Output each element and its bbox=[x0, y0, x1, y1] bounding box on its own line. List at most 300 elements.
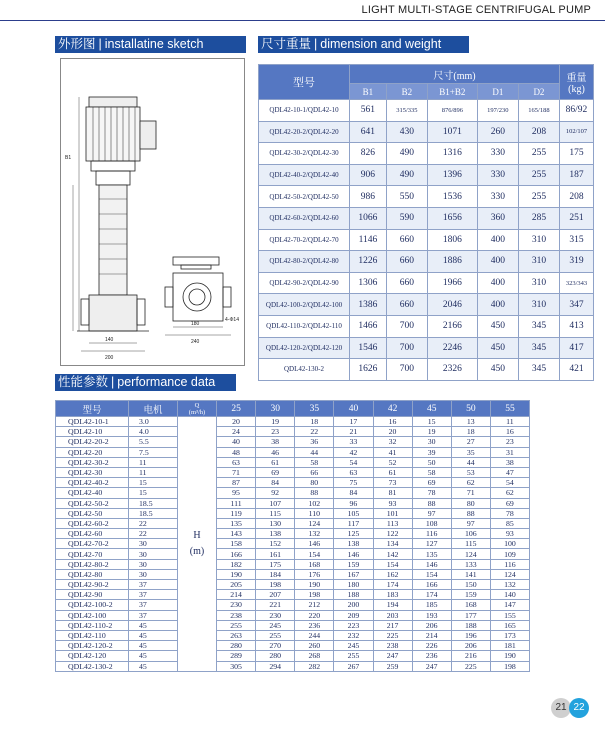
table-row bbox=[56, 417, 530, 427]
section-bar-sketch bbox=[55, 36, 246, 53]
table-row bbox=[56, 661, 530, 671]
installation-sketch bbox=[60, 58, 245, 366]
model-cell: QDL42-40-2 bbox=[56, 478, 129, 488]
value-cell: 1396 bbox=[427, 164, 477, 186]
perf-flow-header: 55 bbox=[490, 401, 529, 417]
table-row bbox=[259, 251, 594, 273]
model-cell: QDL42-120-2 bbox=[56, 641, 129, 651]
value-cell: 208 bbox=[560, 186, 594, 208]
value-cell: 255 bbox=[518, 143, 559, 165]
power-cell: 45 bbox=[129, 661, 178, 671]
table-row bbox=[56, 539, 530, 549]
sketch-label-base-a: 140 bbox=[105, 337, 114, 343]
head-value-cell: 146 bbox=[295, 539, 334, 549]
value-cell: 345 bbox=[518, 337, 559, 359]
value-cell: 1386 bbox=[350, 294, 387, 316]
head-value-cell: 214 bbox=[217, 590, 256, 600]
section-separator: | bbox=[111, 375, 115, 389]
dim-header-weight: 重量(kg) bbox=[560, 65, 594, 100]
head-value-cell: 19 bbox=[412, 427, 451, 437]
head-value-cell: 62 bbox=[451, 478, 490, 488]
head-value-cell: 198 bbox=[256, 580, 295, 590]
head-value-cell: 140 bbox=[490, 590, 529, 600]
head-value-cell: 198 bbox=[295, 590, 334, 600]
head-value-cell: 223 bbox=[334, 620, 373, 630]
model-cell: QDL42-90 bbox=[56, 590, 129, 600]
perf-table-body bbox=[56, 417, 530, 672]
table-row bbox=[56, 457, 530, 467]
value-cell: 490 bbox=[386, 143, 427, 165]
value-cell: 187 bbox=[560, 164, 594, 186]
head-value-cell: 225 bbox=[373, 630, 412, 640]
section-title-en: performance data bbox=[117, 375, 216, 389]
table-row bbox=[56, 437, 530, 447]
head-value-cell: 27 bbox=[451, 437, 490, 447]
value-cell: 323/343 bbox=[560, 272, 594, 294]
table-row bbox=[56, 508, 530, 518]
head-value-cell: 190 bbox=[217, 569, 256, 579]
head-value-cell: 166 bbox=[217, 549, 256, 559]
head-value-cell: 154 bbox=[412, 569, 451, 579]
head-value-cell: 100 bbox=[490, 539, 529, 549]
head-value-cell: 50 bbox=[412, 457, 451, 467]
dim-column-header: D2 bbox=[518, 84, 559, 100]
value-cell: 2166 bbox=[427, 315, 477, 337]
head-value-cell: 220 bbox=[295, 610, 334, 620]
head-value-cell: 33 bbox=[334, 437, 373, 447]
head-value-cell: 21 bbox=[334, 427, 373, 437]
head-value-cell: 282 bbox=[295, 661, 334, 671]
value-cell: 310 bbox=[518, 229, 559, 251]
value-cell: 310 bbox=[518, 272, 559, 294]
value-cell: 315 bbox=[560, 229, 594, 251]
head-value-cell: 107 bbox=[256, 498, 295, 508]
table-row bbox=[56, 610, 530, 620]
power-cell: 7.5 bbox=[129, 447, 178, 457]
head-value-cell: 127 bbox=[412, 539, 451, 549]
head-value-cell: 47 bbox=[490, 467, 529, 477]
power-cell: 37 bbox=[129, 600, 178, 610]
value-cell: 330 bbox=[477, 164, 518, 186]
model-cell: QDL42-100-2/QDL42-100 bbox=[259, 294, 350, 316]
pump-drawing bbox=[61, 59, 244, 365]
head-value-cell: 87 bbox=[217, 478, 256, 488]
head-value-cell: 110 bbox=[295, 508, 334, 518]
head-unit: (m) bbox=[189, 545, 205, 557]
value-cell: 1806 bbox=[427, 229, 477, 251]
head-value-cell: 244 bbox=[295, 630, 334, 640]
value-cell: 175 bbox=[560, 143, 594, 165]
head-value-cell: 289 bbox=[217, 651, 256, 661]
head-value-cell: 20 bbox=[217, 417, 256, 427]
model-cell: QDL42-120 bbox=[56, 651, 129, 661]
perf-header-q-unit: (m³/h) bbox=[188, 408, 206, 416]
model-cell: QDL42-20 bbox=[56, 447, 129, 457]
head-value-cell: 146 bbox=[334, 549, 373, 559]
value-cell: 2246 bbox=[427, 337, 477, 359]
head-value-cell: 22 bbox=[295, 427, 334, 437]
value-cell: 641 bbox=[350, 121, 387, 143]
table-row bbox=[56, 580, 530, 590]
model-cell: QDL42-60-2 bbox=[56, 518, 129, 528]
head-value-cell: 216 bbox=[451, 651, 490, 661]
perf-flow-header: 35 bbox=[295, 401, 334, 417]
head-value-cell: 181 bbox=[490, 641, 529, 651]
power-cell: 37 bbox=[129, 580, 178, 590]
page-numbers bbox=[551, 697, 589, 718]
head-value-cell: 105 bbox=[334, 508, 373, 518]
value-cell: 400 bbox=[477, 229, 518, 251]
power-cell: 15 bbox=[129, 488, 178, 498]
head-value-cell: 205 bbox=[217, 580, 256, 590]
power-cell: 45 bbox=[129, 651, 178, 661]
table-row bbox=[56, 478, 530, 488]
head-value-cell: 133 bbox=[451, 559, 490, 569]
performance-table bbox=[55, 400, 530, 672]
head-value-cell: 11 bbox=[490, 417, 529, 427]
head-value-cell: 13 bbox=[451, 417, 490, 427]
header-title: LIGHT MULTI-STAGE CENTRIFUGAL PUMP bbox=[361, 4, 591, 16]
value-cell: 1066 bbox=[350, 207, 387, 229]
value-cell: 561 bbox=[350, 100, 387, 122]
head-value-cell: 167 bbox=[334, 569, 373, 579]
dim-column-header: B2 bbox=[386, 84, 427, 100]
head-value-cell: 165 bbox=[490, 620, 529, 630]
head-value-cell: 78 bbox=[490, 508, 529, 518]
power-cell: 30 bbox=[129, 539, 178, 549]
value-cell: 417 bbox=[560, 337, 594, 359]
head-value-cell: 159 bbox=[334, 559, 373, 569]
dimension-table bbox=[258, 64, 594, 381]
head-value-cell: 32 bbox=[373, 437, 412, 447]
power-cell: 30 bbox=[129, 569, 178, 579]
model-cell: QDL42-90-2/QDL42-90 bbox=[259, 272, 350, 294]
dim-column-header: B1 bbox=[350, 84, 387, 100]
section-bar-performance bbox=[55, 374, 236, 391]
table-row bbox=[56, 630, 530, 640]
head-value-cell: 20 bbox=[373, 427, 412, 437]
head-value-cell: 54 bbox=[490, 478, 529, 488]
head-value-cell: 23 bbox=[256, 427, 295, 437]
head-value-cell: 31 bbox=[490, 447, 529, 457]
table-row bbox=[56, 569, 530, 579]
model-cell: QDL42-30-2/QDL42-30 bbox=[259, 143, 350, 165]
head-value-cell: 88 bbox=[412, 498, 451, 508]
head-value-cell: 280 bbox=[217, 641, 256, 651]
value-cell: 285 bbox=[518, 207, 559, 229]
head-value-cell: 198 bbox=[490, 661, 529, 671]
value-cell: 330 bbox=[477, 186, 518, 208]
value-cell: 1071 bbox=[427, 121, 477, 143]
head-value-cell: 80 bbox=[451, 498, 490, 508]
head-value-cell: 16 bbox=[490, 427, 529, 437]
head-value-cell: 58 bbox=[295, 457, 334, 467]
head-value-cell: 217 bbox=[373, 620, 412, 630]
model-cell: QDL42-100-2 bbox=[56, 600, 129, 610]
head-value-cell: 135 bbox=[412, 549, 451, 559]
table-row bbox=[56, 498, 530, 508]
value-cell: 1316 bbox=[427, 143, 477, 165]
head-value-cell: 182 bbox=[217, 559, 256, 569]
table-row bbox=[259, 186, 594, 208]
head-value-cell: 85 bbox=[490, 518, 529, 528]
model-cell: QDL42-130-2 bbox=[56, 661, 129, 671]
value-cell: 1306 bbox=[350, 272, 387, 294]
model-cell: QDL42-60-2/QDL42-60 bbox=[259, 207, 350, 229]
head-value-cell: 225 bbox=[451, 661, 490, 671]
sketch-label-holes: 4-Φ14 bbox=[225, 317, 239, 323]
head-value-cell: 102 bbox=[295, 498, 334, 508]
model-cell: QDL42-130-2 bbox=[259, 359, 350, 381]
model-cell: QDL42-70-2/QDL42-70 bbox=[259, 229, 350, 251]
value-cell: 1656 bbox=[427, 207, 477, 229]
head-value-cell: 188 bbox=[451, 620, 490, 630]
value-cell: 400 bbox=[477, 251, 518, 273]
head-value-cell: 124 bbox=[490, 569, 529, 579]
head-value-cell: 206 bbox=[451, 641, 490, 651]
model-cell: QDL42-110-2 bbox=[56, 620, 129, 630]
power-cell: 22 bbox=[129, 518, 178, 528]
model-cell: QDL42-100 bbox=[56, 610, 129, 620]
section-separator: | bbox=[98, 37, 102, 51]
head-value-cell: 41 bbox=[373, 447, 412, 457]
head-value-cell: 166 bbox=[412, 580, 451, 590]
head-value-cell: 168 bbox=[295, 559, 334, 569]
value-cell: 421 bbox=[560, 359, 594, 381]
power-cell: 45 bbox=[129, 641, 178, 651]
head-value-cell: 66 bbox=[295, 467, 334, 477]
head-value-cell: 200 bbox=[334, 600, 373, 610]
value-cell: 700 bbox=[386, 337, 427, 359]
head-value-cell: 150 bbox=[451, 580, 490, 590]
perf-header-q-label: Q bbox=[194, 401, 200, 409]
table-row bbox=[259, 121, 594, 143]
head-value-cell: 15 bbox=[412, 417, 451, 427]
head-value-cell: 80 bbox=[295, 478, 334, 488]
model-cell: QDL42-20-2/QDL42-20 bbox=[259, 121, 350, 143]
value-cell: 660 bbox=[386, 272, 427, 294]
power-cell: 37 bbox=[129, 590, 178, 600]
head-value-cell: 255 bbox=[217, 620, 256, 630]
head-value-cell: 260 bbox=[295, 641, 334, 651]
page-number-left: 21 bbox=[551, 698, 571, 718]
head-value-cell: 183 bbox=[373, 590, 412, 600]
head-value-cell: 154 bbox=[373, 559, 412, 569]
head-value-cell: 88 bbox=[451, 508, 490, 518]
table-row bbox=[259, 359, 594, 381]
head-value-cell: 159 bbox=[451, 590, 490, 600]
power-cell: 30 bbox=[129, 559, 178, 569]
head-value-cell: 138 bbox=[256, 529, 295, 539]
head-value-cell: 117 bbox=[334, 518, 373, 528]
head-value-cell: 63 bbox=[217, 457, 256, 467]
value-cell: 2326 bbox=[427, 359, 477, 381]
head-value-cell: 38 bbox=[490, 457, 529, 467]
power-cell: 11 bbox=[129, 467, 178, 477]
head-value-cell: 177 bbox=[451, 610, 490, 620]
head-value-cell: 270 bbox=[256, 641, 295, 651]
head-value-cell: 93 bbox=[490, 529, 529, 539]
perf-flow-header: 30 bbox=[256, 401, 295, 417]
head-value-cell: 175 bbox=[256, 559, 295, 569]
head-value-cell: 36 bbox=[295, 437, 334, 447]
table-row bbox=[259, 315, 594, 337]
power-cell: 11 bbox=[129, 457, 178, 467]
perf-flow-header: 42 bbox=[373, 401, 412, 417]
value-cell: 660 bbox=[386, 229, 427, 251]
model-cell: QDL42-50-2/QDL42-50 bbox=[259, 186, 350, 208]
head-value-cell: 108 bbox=[412, 518, 451, 528]
value-cell: 86/92 bbox=[560, 100, 594, 122]
head-value-cell: 113 bbox=[373, 518, 412, 528]
head-value-cell: 78 bbox=[412, 488, 451, 498]
perf-header-row bbox=[56, 401, 530, 417]
head-value-cell: 294 bbox=[256, 661, 295, 671]
value-cell: 345 bbox=[518, 359, 559, 381]
head-value-cell: 125 bbox=[334, 529, 373, 539]
value-cell: 450 bbox=[477, 315, 518, 337]
section-title-cn: 尺寸重量 bbox=[261, 37, 312, 51]
head-value-cell: 115 bbox=[451, 539, 490, 549]
power-cell: 45 bbox=[129, 620, 178, 630]
head-value-cell: 190 bbox=[490, 651, 529, 661]
value-cell: 490 bbox=[386, 164, 427, 186]
head-value-cell: 97 bbox=[451, 518, 490, 528]
table-row bbox=[259, 272, 594, 294]
head-value-cell: 147 bbox=[490, 600, 529, 610]
head-value-cell: 180 bbox=[334, 580, 373, 590]
model-cell: QDL42-30-2 bbox=[56, 457, 129, 467]
table-row bbox=[56, 529, 530, 539]
head-value-cell: 238 bbox=[373, 641, 412, 651]
model-cell: QDL42-50-2 bbox=[56, 498, 129, 508]
head-value-cell: 111 bbox=[217, 498, 256, 508]
model-cell: QDL42-10-1 bbox=[56, 417, 129, 427]
head-value-cell: 236 bbox=[295, 620, 334, 630]
value-cell: 430 bbox=[386, 121, 427, 143]
head-value-cell: 30 bbox=[412, 437, 451, 447]
model-cell: QDL42-80 bbox=[56, 569, 129, 579]
head-value-cell: 245 bbox=[256, 620, 295, 630]
head-value-cell: 116 bbox=[490, 559, 529, 569]
head-value-cell: 142 bbox=[373, 549, 412, 559]
head-value-cell: 203 bbox=[373, 610, 412, 620]
table-row bbox=[56, 447, 530, 457]
value-cell: 1966 bbox=[427, 272, 477, 294]
model-cell: QDL42-40-2/QDL42-40 bbox=[259, 164, 350, 186]
head-value-cell: 152 bbox=[256, 539, 295, 549]
value-cell: 1226 bbox=[350, 251, 387, 273]
value-cell: 260 bbox=[477, 121, 518, 143]
model-cell: QDL42-30 bbox=[56, 467, 129, 477]
table-row bbox=[56, 590, 530, 600]
head-value-cell: 71 bbox=[451, 488, 490, 498]
value-cell: 1886 bbox=[427, 251, 477, 273]
table-row bbox=[56, 651, 530, 661]
table-row bbox=[56, 600, 530, 610]
model-cell: QDL42-120-2/QDL42-120 bbox=[259, 337, 350, 359]
head-value-cell: 42 bbox=[334, 447, 373, 457]
head-value-cell: 132 bbox=[295, 529, 334, 539]
table-row bbox=[259, 337, 594, 359]
head-value-cell: 138 bbox=[334, 539, 373, 549]
head-value-cell: 259 bbox=[373, 661, 412, 671]
head-value-cell: 61 bbox=[373, 467, 412, 477]
head-value-cell: 221 bbox=[256, 600, 295, 610]
model-cell: QDL42-80-2/QDL42-80 bbox=[259, 251, 350, 273]
head-value-cell: 17 bbox=[334, 417, 373, 427]
value-cell: 400 bbox=[477, 272, 518, 294]
value-cell: 315/335 bbox=[386, 100, 427, 122]
table-row bbox=[259, 143, 594, 165]
perf-header-power: 电机 bbox=[129, 401, 178, 417]
head-value-cell: 247 bbox=[412, 661, 451, 671]
sketch-label-b1: B1 bbox=[65, 155, 72, 161]
head-value-cell: 63 bbox=[334, 467, 373, 477]
head-value-cell: 48 bbox=[217, 447, 256, 457]
value-cell: 102/107 bbox=[560, 121, 594, 143]
dim-column-header: D1 bbox=[477, 84, 518, 100]
value-cell: 251 bbox=[560, 207, 594, 229]
head-value-cell: 214 bbox=[412, 630, 451, 640]
value-cell: 208 bbox=[518, 121, 559, 143]
head-value-cell: 54 bbox=[334, 457, 373, 467]
head-value-cell: 226 bbox=[412, 641, 451, 651]
value-cell: 700 bbox=[386, 359, 427, 381]
sketch-label-base-b: 200 bbox=[105, 355, 114, 361]
value-cell: 550 bbox=[386, 186, 427, 208]
head-value-cell: 236 bbox=[412, 651, 451, 661]
head-value-cell: 69 bbox=[490, 498, 529, 508]
head-value-cell: 101 bbox=[373, 508, 412, 518]
table-row bbox=[259, 229, 594, 251]
head-value-cell: 174 bbox=[373, 580, 412, 590]
value-cell: 1546 bbox=[350, 337, 387, 359]
head-value-cell: 212 bbox=[295, 600, 334, 610]
head-value-cell: 124 bbox=[451, 549, 490, 559]
power-cell: 3.0 bbox=[129, 417, 178, 427]
head-value-cell: 81 bbox=[373, 488, 412, 498]
head-value-cell: 96 bbox=[334, 498, 373, 508]
sketch-label-side-b: 240 bbox=[191, 339, 200, 345]
table-row bbox=[56, 549, 530, 559]
value-cell: 1536 bbox=[427, 186, 477, 208]
head-value-cell: 193 bbox=[412, 610, 451, 620]
value-cell: 347 bbox=[560, 294, 594, 316]
head-value-cell: 130 bbox=[256, 518, 295, 528]
value-cell: 310 bbox=[518, 294, 559, 316]
head-value-cell: 135 bbox=[217, 518, 256, 528]
head-value-cell: 119 bbox=[217, 508, 256, 518]
power-cell: 18.5 bbox=[129, 498, 178, 508]
section-separator: | bbox=[314, 37, 318, 51]
head-value-cell: 255 bbox=[256, 630, 295, 640]
head-value-cell: 280 bbox=[256, 651, 295, 661]
dim-header-size: 尺寸(mm) bbox=[350, 65, 560, 84]
power-cell: 37 bbox=[129, 610, 178, 620]
page-number-right: 22 bbox=[569, 698, 589, 718]
head-value-cell: 23 bbox=[490, 437, 529, 447]
head-label: H bbox=[193, 529, 201, 541]
table-row bbox=[259, 100, 594, 122]
section-title-en: installatine sketch bbox=[104, 37, 204, 51]
header-rule bbox=[0, 20, 605, 21]
value-cell: 165/188 bbox=[518, 100, 559, 122]
head-value-cell: 52 bbox=[373, 457, 412, 467]
value-cell: 826 bbox=[350, 143, 387, 165]
table-row bbox=[56, 488, 530, 498]
head-value-cell: 61 bbox=[256, 457, 295, 467]
